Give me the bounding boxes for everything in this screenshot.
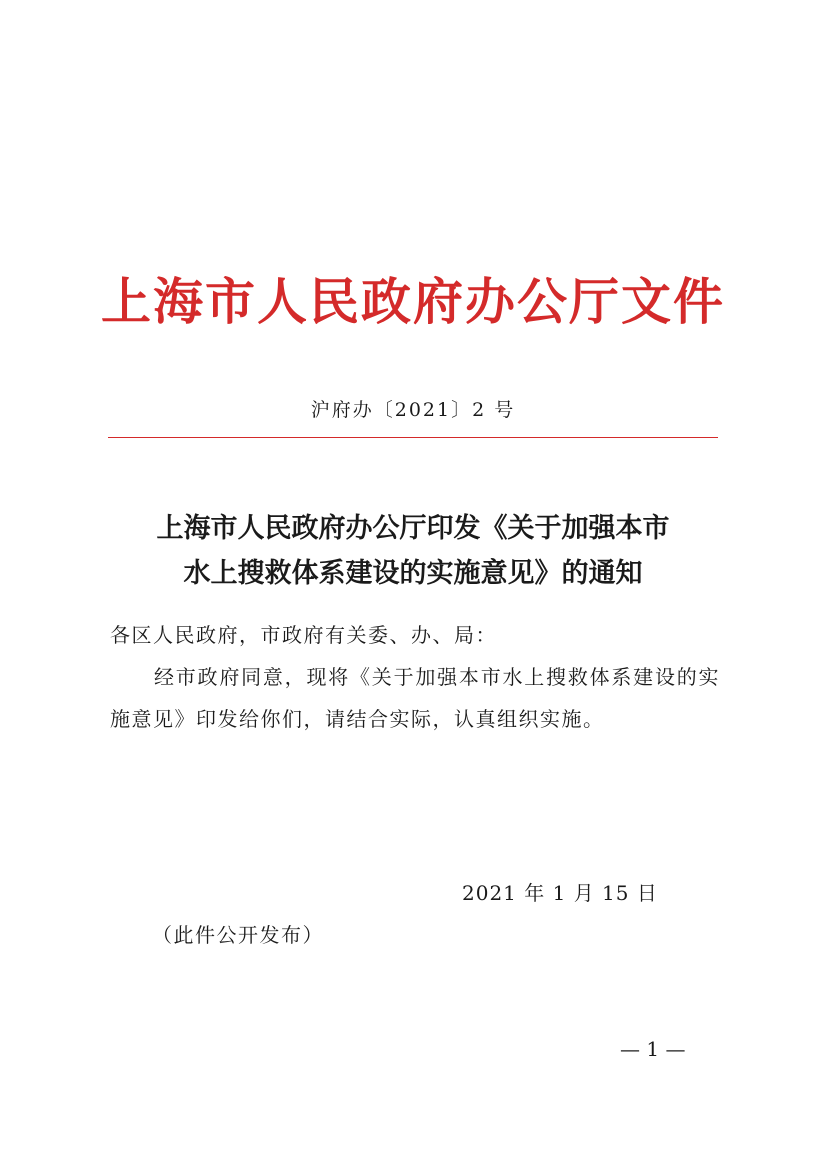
document-masthead: 上海市人民政府办公厅文件 [101,272,725,331]
title-line-1: 上海市人民政府办公厅印发《关于加强本市 [156,513,670,544]
publication-note: （此件公开发布） [152,923,324,947]
issue-date: 2021 年 1 月 15 日 [462,881,658,905]
title-line-2: 水上搜救体系建设的实施意见》的通知 [183,558,643,589]
red-divider-line [108,437,718,438]
document-number: 沪府办〔2021〕2 号 [310,399,516,421]
document-title [0,506,826,596]
page-number: — 1 — [620,1037,686,1061]
addressee: 各区人民政府，市政府有关委、办、局： [110,623,497,647]
body-paragraph: 经市政府同意，现将《关于加强本市水上搜救体系建设的实施意见》印发给你们，请结合实际，认真组织实施。 [110,665,720,731]
